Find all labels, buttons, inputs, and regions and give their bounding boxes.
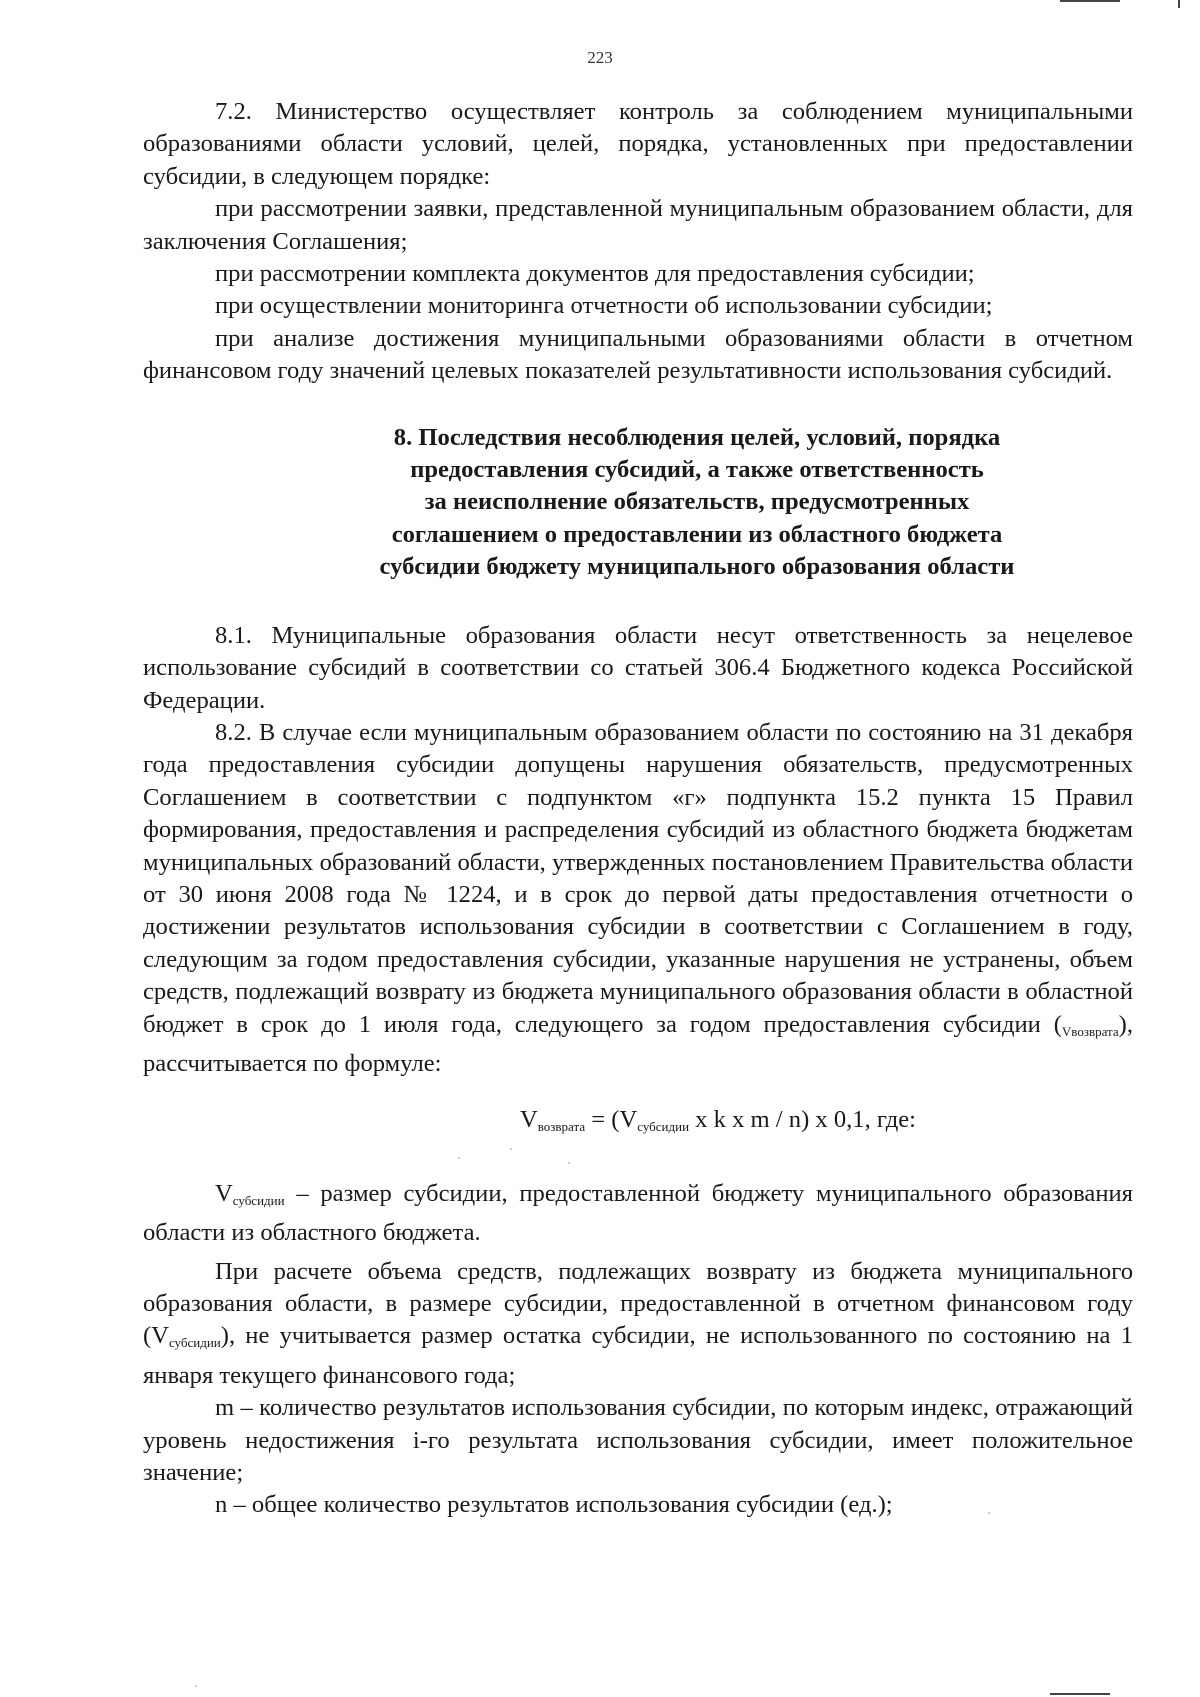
scan-speck	[195, 1685, 197, 1687]
heading-line: предоставления субсидий, а также ответственность	[410, 456, 984, 484]
formula-rest: x k x m / n) x 0,1, где:	[689, 1106, 917, 1134]
list-item: при осуществлении мониторинга отчетности об использовании субсидии;	[215, 292, 993, 320]
list-item: при рассмотрении заявки, представленной муниципальным образованием области, для заключения Соглашения;	[143, 195, 1133, 255]
section-8-heading	[143, 422, 1133, 584]
def-v-sub: субсидии	[232, 1192, 285, 1208]
calc-note-a: При расчете объема средств, подлежащих возврату из бюджета муниципального образования области, в размере субсидии, предоставленной в отчетном финансовом году (V	[143, 1257, 1133, 1350]
paragraph-8-1: 8.1. Муниципальные образования области несут ответственность за нецелевое использование субсидий в соответствии со статьей 306.4 Бюджетного кодекса Российской Федерации.	[143, 621, 1133, 714]
formula-eq: = (V	[585, 1106, 638, 1134]
scan-artifact	[1050, 1693, 1110, 1695]
definition-m: m – количество результатов использования субсидии, по которым индекс, отражающий уровень недостижения i-го результата использования субсидии, имеет положительное значение;	[143, 1394, 1133, 1487]
definition-v-subsidy	[143, 1178, 1133, 1250]
paragraph-8-2-end: ), рассчитывается по формуле:	[143, 1010, 1133, 1077]
def-v-text: – размер субсидии, предоставленной бюджету муниципального образования области из областного бюджета.	[143, 1179, 1133, 1247]
scan-artifact	[1060, 0, 1120, 2]
scan-speck	[510, 1148, 512, 1150]
paragraph-7-2: 7.2. Министерство осуществляет контроль за соблюдением муниципальными образованиями области условий, целей, порядка, установленных при предоставлении субсидии, в следующем порядке:	[143, 98, 1133, 190]
definition-n: n – общее количество результатов использования субсидии (ед.);	[215, 1491, 893, 1519]
scan-artifact	[1178, 0, 1180, 8]
formula-v-sub: возврата	[537, 1119, 586, 1135]
heading-line: субсидии бюджету муниципального образования области	[379, 553, 1015, 581]
scan-speck	[458, 1157, 460, 1159]
calc-note-b: ), не учитывается размер остатка субсидии, не использованного по состоянию на 1 января текущего финансового года;	[143, 1322, 1133, 1389]
def-v-main: V	[215, 1179, 233, 1207]
heading-line: 8. Последствия несоблюдения целей, условий, порядка	[393, 423, 1001, 451]
paragraph-8-2	[143, 717, 1133, 1080]
list-item: при анализе достижения муниципальными образованиями области в отчетном финансовом году значений целевых показателей результативности использования субсидий.	[143, 324, 1133, 385]
scan-speck	[568, 1162, 570, 1164]
heading-line: соглашением о предоставлении из областного бюджета	[391, 520, 1003, 548]
page-number: 223	[587, 48, 613, 67]
scan-speck	[988, 1512, 990, 1514]
paragraph-8-2-text: 8.2. В случае если муниципальным образованием области по состоянию на 31 декабря года предоставления субсидии допущены нарушения обязательств, предусмотренных Соглашением в соответствии с подпунктом «г» подпункта 15.2 пункта 15 Правил формирования, предоставления и распределения субсидий из областного бюджета бюджетам муниципальных образований области, утвержденных постановлением Правительства области от 30 июня 2008 года № 1224, и в срок до первой даты предоставления отчетности о достижении результатов использования субсидии в соответствии с Соглашением в году, следующим за годом предоставления субсидии, указанные нарушения не устранены, объем средств, подлежащий возврату из бюджета муниципального образования области в областной бюджет в срок до 1 июля года, следующего за годом предоставления субсидии (	[143, 718, 1133, 1038]
v-return-subscript: Vвозврата	[1061, 1023, 1119, 1039]
calc-note-sub: субсидии	[168, 1335, 221, 1351]
formula-vs-sub: субсидии	[637, 1119, 690, 1135]
heading-line: за неисполнение обязательств, предусмотренных	[424, 488, 970, 516]
calculation-note	[143, 1256, 1133, 1393]
list-item: при рассмотрении комплекта документов для предоставления субсидии;	[215, 260, 975, 288]
formula-v: V	[519, 1106, 538, 1134]
formula	[143, 1104, 1133, 1143]
page-content	[143, 96, 1133, 1522]
